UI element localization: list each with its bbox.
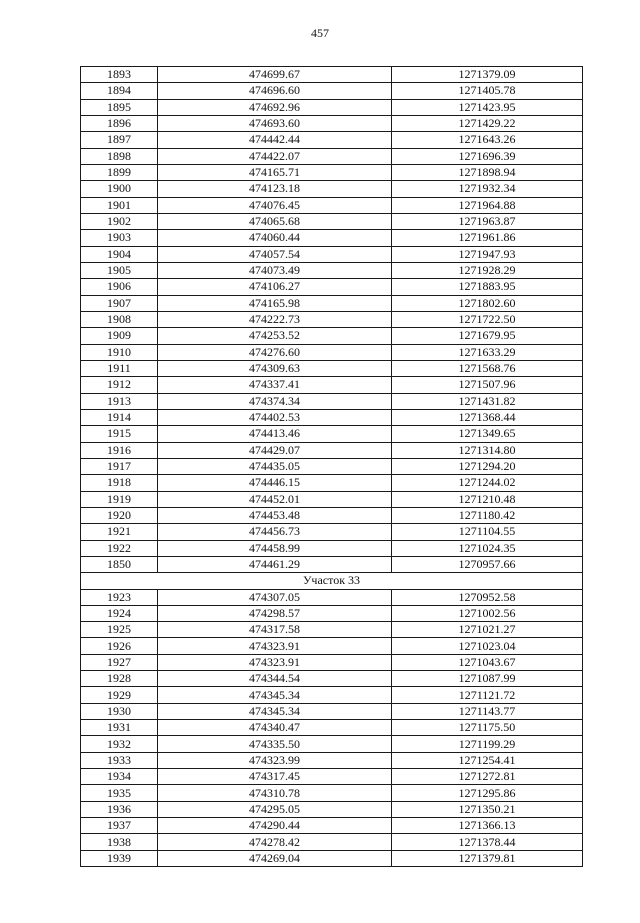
point-number-cell: 1930 bbox=[81, 703, 158, 719]
point-number-cell: 1919 bbox=[81, 491, 158, 507]
y-coordinate-cell: 1271802.60 bbox=[392, 295, 583, 311]
table-row bbox=[81, 279, 583, 295]
x-coordinate-cell: 474278.42 bbox=[158, 834, 392, 850]
table-row bbox=[81, 769, 583, 785]
y-coordinate-cell: 1271143.77 bbox=[392, 703, 583, 719]
x-coordinate-cell: 474345.34 bbox=[158, 703, 392, 719]
table-row bbox=[81, 622, 583, 638]
table-row bbox=[81, 605, 583, 621]
table-row bbox=[81, 540, 583, 556]
point-number-cell: 1934 bbox=[81, 769, 158, 785]
table-row bbox=[81, 377, 583, 393]
x-coordinate-cell: 474309.63 bbox=[158, 360, 392, 376]
point-number-cell: 1937 bbox=[81, 818, 158, 834]
x-coordinate-cell: 474222.73 bbox=[158, 311, 392, 327]
y-coordinate-cell: 1271349.65 bbox=[392, 426, 583, 442]
y-coordinate-cell: 1271180.42 bbox=[392, 507, 583, 523]
table-row bbox=[81, 328, 583, 344]
y-coordinate-cell: 1270952.58 bbox=[392, 589, 583, 605]
table-row bbox=[81, 507, 583, 523]
table-row bbox=[81, 458, 583, 474]
y-coordinate-cell: 1271696.39 bbox=[392, 148, 583, 164]
x-coordinate-cell: 474253.52 bbox=[158, 328, 392, 344]
point-number-cell: 1922 bbox=[81, 540, 158, 556]
table-row bbox=[81, 181, 583, 197]
table-row bbox=[81, 213, 583, 229]
point-number-cell: 1901 bbox=[81, 197, 158, 213]
y-coordinate-cell: 1271294.20 bbox=[392, 458, 583, 474]
table-row bbox=[81, 834, 583, 850]
table-row bbox=[81, 671, 583, 687]
point-number-cell: 1899 bbox=[81, 164, 158, 180]
table-row bbox=[81, 818, 583, 834]
x-coordinate-cell: 474317.45 bbox=[158, 769, 392, 785]
x-coordinate-cell: 474456.73 bbox=[158, 524, 392, 540]
x-coordinate-cell: 474295.05 bbox=[158, 801, 392, 817]
x-coordinate-cell: 474323.91 bbox=[158, 638, 392, 654]
y-coordinate-cell: 1271963.87 bbox=[392, 213, 583, 229]
y-coordinate-cell: 1271021.27 bbox=[392, 622, 583, 638]
point-number-cell: 1904 bbox=[81, 246, 158, 262]
x-coordinate-cell: 474276.60 bbox=[158, 344, 392, 360]
y-coordinate-cell: 1271379.09 bbox=[392, 67, 583, 83]
coordinates-table bbox=[80, 66, 583, 867]
x-coordinate-cell: 474335.50 bbox=[158, 736, 392, 752]
table-row bbox=[81, 295, 583, 311]
point-number-cell: 1900 bbox=[81, 181, 158, 197]
point-number-cell: 1850 bbox=[81, 556, 158, 572]
table-row bbox=[81, 703, 583, 719]
coordinates-table-body bbox=[81, 67, 583, 867]
table-row bbox=[81, 344, 583, 360]
y-coordinate-cell: 1271633.29 bbox=[392, 344, 583, 360]
y-coordinate-cell: 1271679.95 bbox=[392, 328, 583, 344]
y-coordinate-cell: 1271295.86 bbox=[392, 785, 583, 801]
table-row bbox=[81, 148, 583, 164]
point-number-cell: 1895 bbox=[81, 99, 158, 115]
point-number-cell: 1935 bbox=[81, 785, 158, 801]
y-coordinate-cell: 1271932.34 bbox=[392, 181, 583, 197]
table-row bbox=[81, 197, 583, 213]
y-coordinate-cell: 1271379.81 bbox=[392, 850, 583, 866]
y-coordinate-cell: 1271378.44 bbox=[392, 834, 583, 850]
table-row bbox=[81, 720, 583, 736]
point-number-cell: 1902 bbox=[81, 213, 158, 229]
point-number-cell: 1932 bbox=[81, 736, 158, 752]
x-coordinate-cell: 474452.01 bbox=[158, 491, 392, 507]
point-number-cell: 1931 bbox=[81, 720, 158, 736]
x-coordinate-cell: 474340.47 bbox=[158, 720, 392, 736]
x-coordinate-cell: 474693.60 bbox=[158, 115, 392, 131]
page-number: 457 bbox=[311, 26, 329, 40]
y-coordinate-cell: 1271104.55 bbox=[392, 524, 583, 540]
y-coordinate-cell: 1271429.22 bbox=[392, 115, 583, 131]
table-row bbox=[81, 426, 583, 442]
y-coordinate-cell: 1271722.50 bbox=[392, 311, 583, 327]
x-coordinate-cell: 474323.91 bbox=[158, 654, 392, 670]
y-coordinate-cell: 1271431.82 bbox=[392, 393, 583, 409]
x-coordinate-cell: 474429.07 bbox=[158, 442, 392, 458]
table-row bbox=[81, 475, 583, 491]
y-coordinate-cell: 1271314.80 bbox=[392, 442, 583, 458]
x-coordinate-cell: 474073.49 bbox=[158, 262, 392, 278]
table-row bbox=[81, 524, 583, 540]
x-coordinate-cell: 474442.44 bbox=[158, 132, 392, 148]
x-coordinate-cell: 474106.27 bbox=[158, 279, 392, 295]
x-coordinate-cell: 474269.04 bbox=[158, 850, 392, 866]
y-coordinate-cell: 1270957.66 bbox=[392, 556, 583, 572]
x-coordinate-cell: 474337.41 bbox=[158, 377, 392, 393]
point-number-cell: 1916 bbox=[81, 442, 158, 458]
y-coordinate-cell: 1271023.04 bbox=[392, 638, 583, 654]
y-coordinate-cell: 1271002.56 bbox=[392, 605, 583, 621]
y-coordinate-cell: 1271175.50 bbox=[392, 720, 583, 736]
y-coordinate-cell: 1271043.67 bbox=[392, 654, 583, 670]
table-row bbox=[81, 164, 583, 180]
point-number-cell: 1917 bbox=[81, 458, 158, 474]
y-coordinate-cell: 1271928.29 bbox=[392, 262, 583, 278]
table-row bbox=[81, 736, 583, 752]
point-number-cell: 1921 bbox=[81, 524, 158, 540]
table-row bbox=[81, 360, 583, 376]
x-coordinate-cell: 474422.07 bbox=[158, 148, 392, 164]
point-number-cell: 1938 bbox=[81, 834, 158, 850]
x-coordinate-cell: 474057.54 bbox=[158, 246, 392, 262]
point-number-cell: 1918 bbox=[81, 475, 158, 491]
y-coordinate-cell: 1271254.41 bbox=[392, 752, 583, 768]
x-coordinate-cell: 474699.67 bbox=[158, 67, 392, 83]
point-number-cell: 1925 bbox=[81, 622, 158, 638]
section-row bbox=[81, 573, 583, 589]
table-row bbox=[81, 491, 583, 507]
table-row bbox=[81, 132, 583, 148]
table-row bbox=[81, 115, 583, 131]
table-row bbox=[81, 409, 583, 425]
table-row bbox=[81, 230, 583, 246]
x-coordinate-cell: 474696.60 bbox=[158, 83, 392, 99]
point-number-cell: 1905 bbox=[81, 262, 158, 278]
table-row bbox=[81, 442, 583, 458]
x-coordinate-cell: 474458.99 bbox=[158, 540, 392, 556]
y-coordinate-cell: 1271507.96 bbox=[392, 377, 583, 393]
x-coordinate-cell: 474446.15 bbox=[158, 475, 392, 491]
section-title: Участок 33 bbox=[81, 573, 583, 589]
table-row bbox=[81, 785, 583, 801]
table-row bbox=[81, 99, 583, 115]
point-number-cell: 1923 bbox=[81, 589, 158, 605]
table-row bbox=[81, 311, 583, 327]
y-coordinate-cell: 1271368.44 bbox=[392, 409, 583, 425]
point-number-cell: 1914 bbox=[81, 409, 158, 425]
y-coordinate-cell: 1271898.94 bbox=[392, 164, 583, 180]
table-row bbox=[81, 556, 583, 572]
point-number-cell: 1910 bbox=[81, 344, 158, 360]
table-row bbox=[81, 801, 583, 817]
x-coordinate-cell: 474453.48 bbox=[158, 507, 392, 523]
point-number-cell: 1924 bbox=[81, 605, 158, 621]
table-row bbox=[81, 687, 583, 703]
y-coordinate-cell: 1271568.76 bbox=[392, 360, 583, 376]
y-coordinate-cell: 1271947.93 bbox=[392, 246, 583, 262]
point-number-cell: 1907 bbox=[81, 295, 158, 311]
point-number-cell: 1908 bbox=[81, 311, 158, 327]
point-number-cell: 1933 bbox=[81, 752, 158, 768]
x-coordinate-cell: 474402.53 bbox=[158, 409, 392, 425]
point-number-cell: 1936 bbox=[81, 801, 158, 817]
y-coordinate-cell: 1271883.95 bbox=[392, 279, 583, 295]
x-coordinate-cell: 474344.54 bbox=[158, 671, 392, 687]
x-coordinate-cell: 474317.58 bbox=[158, 622, 392, 638]
table-row bbox=[81, 262, 583, 278]
y-coordinate-cell: 1271423.95 bbox=[392, 99, 583, 115]
y-coordinate-cell: 1271643.26 bbox=[392, 132, 583, 148]
y-coordinate-cell: 1271199.29 bbox=[392, 736, 583, 752]
point-number-cell: 1897 bbox=[81, 132, 158, 148]
point-number-cell: 1926 bbox=[81, 638, 158, 654]
point-number-cell: 1894 bbox=[81, 83, 158, 99]
x-coordinate-cell: 474060.44 bbox=[158, 230, 392, 246]
x-coordinate-cell: 474310.78 bbox=[158, 785, 392, 801]
x-coordinate-cell: 474461.29 bbox=[158, 556, 392, 572]
x-coordinate-cell: 474290.44 bbox=[158, 818, 392, 834]
point-number-cell: 1915 bbox=[81, 426, 158, 442]
table-row bbox=[81, 638, 583, 654]
y-coordinate-cell: 1271350.21 bbox=[392, 801, 583, 817]
x-coordinate-cell: 474374.34 bbox=[158, 393, 392, 409]
x-coordinate-cell: 474345.34 bbox=[158, 687, 392, 703]
x-coordinate-cell: 474123.18 bbox=[158, 181, 392, 197]
table-row bbox=[81, 246, 583, 262]
y-coordinate-cell: 1271405.78 bbox=[392, 83, 583, 99]
point-number-cell: 1909 bbox=[81, 328, 158, 344]
point-number-cell: 1898 bbox=[81, 148, 158, 164]
x-coordinate-cell: 474076.45 bbox=[158, 197, 392, 213]
table-row bbox=[81, 83, 583, 99]
point-number-cell: 1911 bbox=[81, 360, 158, 376]
y-coordinate-cell: 1271244.02 bbox=[392, 475, 583, 491]
point-number-cell: 1903 bbox=[81, 230, 158, 246]
x-coordinate-cell: 474298.57 bbox=[158, 605, 392, 621]
table-row bbox=[81, 589, 583, 605]
y-coordinate-cell: 1271024.35 bbox=[392, 540, 583, 556]
point-number-cell: 1920 bbox=[81, 507, 158, 523]
table-row bbox=[81, 67, 583, 83]
y-coordinate-cell: 1271087.99 bbox=[392, 671, 583, 687]
x-coordinate-cell: 474692.96 bbox=[158, 99, 392, 115]
y-coordinate-cell: 1271210.48 bbox=[392, 491, 583, 507]
point-number-cell: 1913 bbox=[81, 393, 158, 409]
point-number-cell: 1896 bbox=[81, 115, 158, 131]
table-row bbox=[81, 752, 583, 768]
point-number-cell: 1912 bbox=[81, 377, 158, 393]
y-coordinate-cell: 1271121.72 bbox=[392, 687, 583, 703]
y-coordinate-cell: 1271272.81 bbox=[392, 769, 583, 785]
point-number-cell: 1906 bbox=[81, 279, 158, 295]
point-number-cell: 1929 bbox=[81, 687, 158, 703]
x-coordinate-cell: 474065.68 bbox=[158, 213, 392, 229]
x-coordinate-cell: 474413.46 bbox=[158, 426, 392, 442]
y-coordinate-cell: 1271964.88 bbox=[392, 197, 583, 213]
x-coordinate-cell: 474323.99 bbox=[158, 752, 392, 768]
point-number-cell: 1927 bbox=[81, 654, 158, 670]
x-coordinate-cell: 474165.98 bbox=[158, 295, 392, 311]
point-number-cell: 1939 bbox=[81, 850, 158, 866]
table-row bbox=[81, 393, 583, 409]
y-coordinate-cell: 1271366.13 bbox=[392, 818, 583, 834]
y-coordinate-cell: 1271961.86 bbox=[392, 230, 583, 246]
table-row bbox=[81, 654, 583, 670]
x-coordinate-cell: 474165.71 bbox=[158, 164, 392, 180]
point-number-cell: 1893 bbox=[81, 67, 158, 83]
x-coordinate-cell: 474307.05 bbox=[158, 589, 392, 605]
point-number-cell: 1928 bbox=[81, 671, 158, 687]
table-row bbox=[81, 850, 583, 866]
x-coordinate-cell: 474435.05 bbox=[158, 458, 392, 474]
